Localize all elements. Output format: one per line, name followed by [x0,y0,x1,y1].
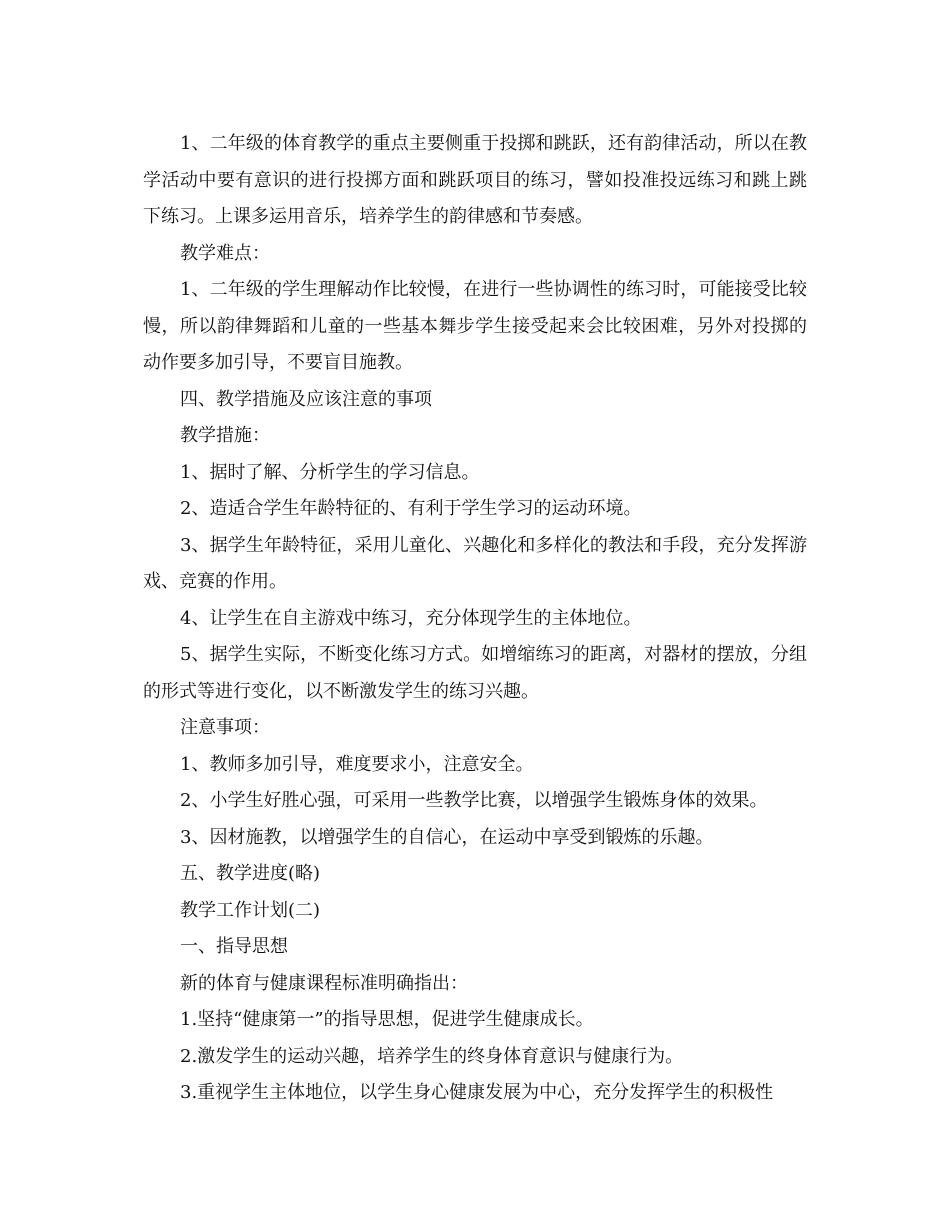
precaution-item-3: 3、因材施教，以增强学生的自信心，在运动中享受到锻炼的乐趣。 [180,826,714,848]
heading-teaching-measures: 教学措施： [180,425,270,446]
paragraph-curriculum-standard: 新的体育与健康课程标准明确指出： [180,972,468,994]
heading-work-plan-two: 教学工作计划(二) [180,899,321,921]
standard-item-3: 3.重视学生主体地位，以学生身心健康发展为中心，充分发挥学生的积极性 [180,1082,774,1103]
precaution-item-2: 2、小学生好胜心强，可采用一些教学比赛，以增强学生锻炼身体的效果。 [180,790,768,811]
paragraph-throwing-jumping-focus: 1、二年级的体育教学的重点主要侧重于投掷和跳跃，还有韵律活动，所以在教学活动中要有意识的进行投掷方面和跳跃项目的练习，譬如投准投远练习和跳上跳下练习。上课多运用音乐，培养学生的韵律感和节奏感。 [143,133,807,227]
heading-teaching-difficulties: 教学难点： [180,242,270,264]
precaution-item-1: 1、教师多加引导，难度要求小，注意安全。 [180,753,534,775]
heading-section-four: 四、教学措施及应该注意的事项 [180,388,432,410]
heading-guiding-ideology: 一、指导思想 [180,936,288,957]
document-body [143,126,807,1112]
standard-item-2: 2.激发学生的运动兴趣，培养学生的终身体育意识与健康行为。 [180,1045,684,1067]
measure-item-1: 1、据时了解、分析学生的学习信息。 [180,461,480,483]
measure-item-5: 5、据学生实际，不断变化练习方式。如增缩练习的距离，对器材的摆放，分组的形式等进行变化，以不断激发学生的练习兴趣。 [143,644,807,702]
heading-section-five: 五、教学进度(略) [180,863,321,884]
heading-precautions: 注意事项： [180,717,270,738]
measure-item-3: 3、据学生年龄特征，采用儿童化、兴趣化和多样化的教法和手段，充分发挥游戏、竞赛的作用。 [143,534,807,592]
measure-item-4: 4、让学生在自主游戏中练习，充分体现学生的主体地位。 [180,607,642,629]
standard-item-1: 1.坚持“健康第一”的指导思想，促进学生健康成长。 [180,1009,594,1030]
measure-item-2: 2、造适合学生年龄特征的、有利于学生学习的运动环境。 [180,498,642,519]
paragraph-slow-understanding: 1、二年级的学生理解动作比较慢，在进行一些协调性的练习时，可能接受比较慢，所以韵律舞蹈和儿童的一些基本舞步学生接受起来会比较困难，另外对投掷的动作要多加引导，不要盲目施教。 [143,279,807,373]
